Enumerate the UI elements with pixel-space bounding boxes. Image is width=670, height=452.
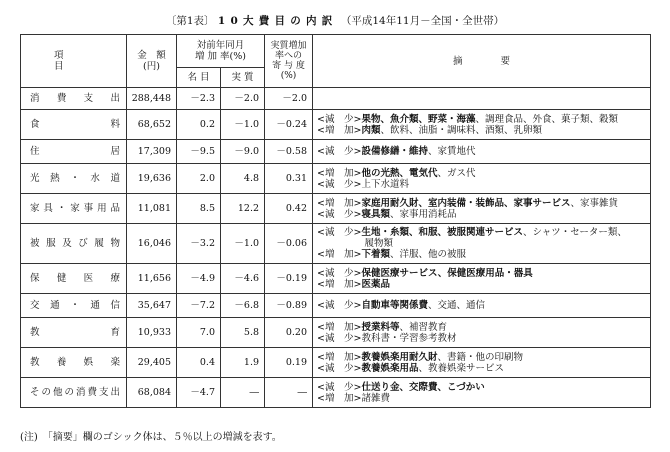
- summary-text: 、家事用消耗品: [389, 208, 457, 220]
- row-nominal-rate: －4.7: [177, 378, 221, 408]
- summary-text-significant: 家庭用耐久財、室内装備・装飾品、家事サービス: [361, 197, 571, 209]
- summary-text: 、補習教育: [399, 321, 447, 333]
- row-item-label: 光熱・水道: [21, 164, 127, 194]
- summary-line: [317, 268, 647, 279]
- summary-text: 履物類: [364, 238, 394, 249]
- table-row: [21, 264, 651, 294]
- summary-text: 教科書・学習参考教材: [361, 332, 457, 344]
- row-amount: 11,081: [127, 194, 177, 224]
- summary-text-significant: 寝具類: [361, 208, 390, 220]
- row-real-rate: 4.8: [221, 164, 265, 194]
- expenditure-table: [20, 34, 651, 408]
- summary-text-significant: 果物、魚介類、野菜・海藻: [361, 113, 476, 125]
- row-summary: [313, 164, 651, 194]
- summary-text-significant: 設備修繕・維持: [361, 146, 428, 157]
- summary-text-significant: 教養娯楽用品: [361, 362, 419, 374]
- row-item-label: 食料: [21, 110, 127, 140]
- summary-line: [317, 114, 647, 125]
- summary-text: 、洋服、他の被服: [389, 249, 466, 260]
- summary-text: 、飲料、油脂・調味料、酒類、乳卵類: [380, 124, 542, 136]
- row-contribution: －2.0: [265, 88, 313, 110]
- row-contribution: 0.19: [265, 348, 313, 378]
- footnote: (注) 「摘要」欄のゴシック体は、５％以上の増減を表す。: [20, 432, 282, 443]
- row-item-label: 保健医療: [21, 264, 127, 294]
- row-real-rate: 5.8: [221, 318, 265, 348]
- summary-tag: <増 加>: [317, 124, 362, 136]
- summary-line: [317, 322, 647, 333]
- summary-tag: <増 加>: [317, 197, 362, 209]
- summary-tag: <減 少>: [317, 332, 362, 344]
- summary-tag: <減 少>: [317, 178, 362, 190]
- row-nominal-rate: －2.3: [177, 88, 221, 110]
- row-contribution: －0.06: [265, 224, 313, 264]
- header-summary: 摘 要: [313, 35, 651, 88]
- row-item-label: 家具・家事用品: [21, 194, 127, 224]
- row-summary: [313, 194, 651, 224]
- summary-tag: <増 加>: [317, 392, 362, 404]
- row-amount: 11,656: [127, 264, 177, 294]
- summary-tag: <減 少>: [317, 300, 362, 311]
- summary-line: [317, 363, 647, 374]
- summary-text: 、教養娯楽サービス: [418, 362, 504, 374]
- table-row: [21, 294, 651, 318]
- table-row: [21, 224, 651, 264]
- row-amount: 68,652: [127, 110, 177, 140]
- row-nominal-rate: 2.0: [177, 164, 221, 194]
- summary-text: 、家事雑貨: [570, 197, 618, 209]
- row-nominal-rate: 8.5: [177, 194, 221, 224]
- row-item-label: 消費支出: [21, 88, 127, 110]
- summary-text-significant: 医薬品: [361, 278, 390, 290]
- table-title: [0, 13, 670, 28]
- row-amount: 17,309: [127, 140, 177, 164]
- summary-tag: <減 少>: [317, 113, 362, 125]
- table-main-title: 10大費目の内訳: [217, 15, 338, 27]
- summary-line: [317, 352, 647, 363]
- row-amount: 68,084: [127, 378, 177, 408]
- row-summary: [313, 318, 651, 348]
- row-contribution: 0.20: [265, 318, 313, 348]
- row-contribution: －0.89: [265, 294, 313, 318]
- summary-line: [317, 209, 647, 220]
- row-nominal-rate: －4.9: [177, 264, 221, 294]
- row-nominal-rate: －7.2: [177, 294, 221, 318]
- header-item: 項 目: [21, 35, 127, 88]
- summary-tag: <減 少>: [317, 267, 362, 279]
- row-real-rate: 1.9: [221, 348, 265, 378]
- summary-text-significant: 生地・糸類、和服、被服関連サービス: [361, 227, 523, 238]
- row-item-label: 教養娯楽: [21, 348, 127, 378]
- table-number: 〔第1表〕: [165, 15, 215, 27]
- summary-line: [317, 238, 647, 249]
- row-contribution: 0.42: [265, 194, 313, 224]
- row-contribution: －0.19: [265, 264, 313, 294]
- header-contribution: 実質増加 率への 寄 与 度 (%): [265, 35, 313, 88]
- summary-line: [317, 333, 647, 344]
- summary-tag: <減 少>: [317, 146, 362, 157]
- row-summary: [313, 378, 651, 408]
- table-subtitle: （平成14年11月－全国・全世帯）: [340, 15, 505, 27]
- summary-text: 、交通、通信: [427, 300, 485, 311]
- table-row: [21, 378, 651, 408]
- table-row: [21, 164, 651, 194]
- row-item-label: その他の消費支出: [21, 378, 127, 408]
- row-real-rate: －1.0: [221, 110, 265, 140]
- row-real-rate: －6.8: [221, 294, 265, 318]
- summary-tag: <減 少>: [317, 362, 362, 374]
- summary-text: 諸雑費: [361, 392, 390, 404]
- table-row: [21, 110, 651, 140]
- row-real-rate: －4.6: [221, 264, 265, 294]
- row-contribution: ―: [265, 378, 313, 408]
- row-nominal-rate: 7.0: [177, 318, 221, 348]
- row-real-rate: －9.0: [221, 140, 265, 164]
- summary-tag: <増 加>: [317, 278, 362, 290]
- summary-line: [317, 146, 647, 157]
- summary-line: [317, 125, 647, 136]
- summary-line: [317, 179, 647, 190]
- row-real-rate: －2.0: [221, 88, 265, 110]
- row-nominal-rate: －3.2: [177, 224, 221, 264]
- row-summary: [313, 264, 651, 294]
- header-real: 実 質: [221, 68, 265, 88]
- row-summary: [313, 140, 651, 164]
- row-amount: 16,046: [127, 224, 177, 264]
- summary-line: [317, 198, 647, 209]
- row-nominal-rate: －9.5: [177, 140, 221, 164]
- summary-text-significant: 教養娯楽用耐久財: [361, 351, 438, 363]
- row-nominal-rate: 0.2: [177, 110, 221, 140]
- summary-tag: <減 少>: [317, 208, 362, 220]
- row-nominal-rate: 0.4: [177, 348, 221, 378]
- row-item-label: 交通・通信: [21, 294, 127, 318]
- row-contribution: －0.58: [265, 140, 313, 164]
- row-real-rate: －1.0: [221, 224, 265, 264]
- header-nominal: 名 目: [177, 68, 221, 88]
- row-amount: 288,448: [127, 88, 177, 110]
- summary-tag: <減 少>: [317, 381, 362, 393]
- row-item-label: 教育: [21, 318, 127, 348]
- summary-line: [317, 227, 647, 238]
- row-contribution: －0.24: [265, 110, 313, 140]
- table-row: [21, 194, 651, 224]
- row-real-rate: ―: [221, 378, 265, 408]
- summary-tag: <増 加>: [317, 351, 362, 363]
- summary-text: 、調理食品、外食、菓子類、穀類: [475, 113, 618, 125]
- summary-text: 、ガス代: [437, 167, 476, 179]
- summary-text-significant: 自動車等関係費: [361, 300, 428, 311]
- summary-text: 、家賃地代: [427, 146, 476, 157]
- row-amount: 35,647: [127, 294, 177, 318]
- header-amount: 金 額 (円): [127, 35, 177, 88]
- row-real-rate: 12.2: [221, 194, 265, 224]
- header-yoy: 対前年同月 増 加 率(%): [177, 35, 265, 68]
- row-amount: 29,405: [127, 348, 177, 378]
- row-amount: 19,636: [127, 164, 177, 194]
- row-item-label: 被服及び履物: [21, 224, 127, 264]
- table-row: [21, 88, 651, 110]
- summary-line: [317, 300, 647, 311]
- table-body: [21, 88, 651, 408]
- table-row: [21, 348, 651, 378]
- summary-tag: <減 少>: [317, 227, 362, 238]
- summary-line: [317, 168, 647, 179]
- summary-tag: <増 加>: [317, 321, 362, 333]
- summary-text-significant: 仕送り金、交際費、こづかい: [361, 381, 485, 393]
- summary-text: 上下水道料: [361, 178, 409, 190]
- summary-line: [317, 382, 647, 393]
- summary-line: [317, 393, 647, 404]
- row-summary: [313, 110, 651, 140]
- row-item-label: 住居: [21, 140, 127, 164]
- summary-tag: <増 加>: [317, 249, 362, 260]
- row-summary: [313, 224, 651, 264]
- summary-line: [317, 249, 647, 260]
- table-row: [21, 140, 651, 164]
- summary-text-significant: 授業料等: [361, 321, 400, 333]
- summary-text-significant: 下着類: [361, 249, 390, 260]
- summary-tag: [317, 238, 365, 249]
- summary-tag: <増 加>: [317, 167, 362, 179]
- row-summary: [313, 348, 651, 378]
- summary-text-significant: 他の光熱、電気代: [361, 167, 438, 179]
- summary-text: 、シャツ・セーター類、: [522, 227, 627, 238]
- row-summary: [313, 88, 651, 110]
- summary-line: [317, 279, 647, 290]
- table-row: [21, 318, 651, 348]
- summary-text: 、書籍・他の印刷物: [437, 351, 523, 363]
- row-summary: [313, 294, 651, 318]
- summary-text-significant: 保健医療サービス、保健医療用品・器具: [361, 267, 533, 279]
- row-contribution: 0.31: [265, 164, 313, 194]
- summary-text-significant: 肉類: [361, 124, 381, 136]
- row-amount: 10,933: [127, 318, 177, 348]
